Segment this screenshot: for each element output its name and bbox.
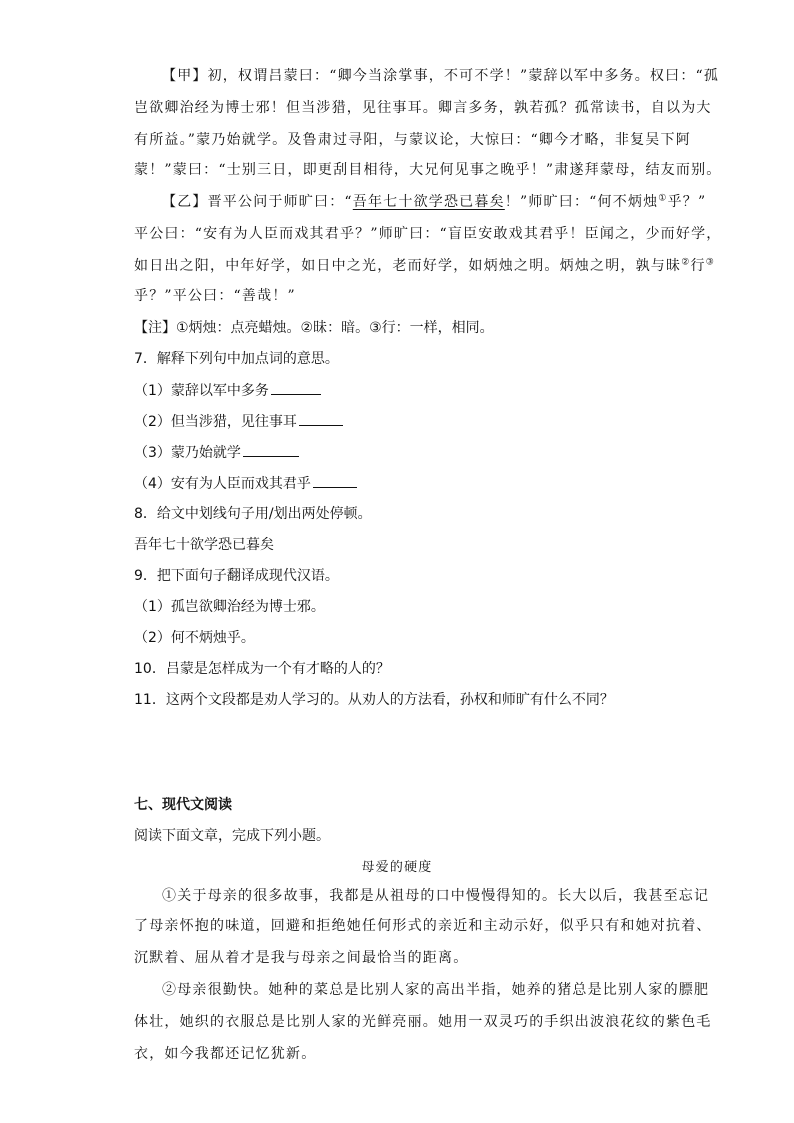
answer-blank[interactable] bbox=[313, 473, 357, 488]
annotation-note: 【注】①炳烛：点亮蜡烛。②昧：暗。③行：一样，相同。 bbox=[134, 320, 494, 336]
yi-line-4: 乎？”平公曰：“善哉！” bbox=[134, 288, 296, 304]
question-10: 10．吕蒙是怎样成为一个有才略的人的？ bbox=[134, 661, 390, 677]
question-7: 7．解释下列句中加点词的意思。 bbox=[134, 351, 339, 367]
answer-blank[interactable] bbox=[271, 380, 321, 395]
paragraph-1-line-2: 了母亲怀抱的味道，回避和拒绝她任何形式的亲近和主动示好，似乎只有和她对抗着、 bbox=[134, 918, 712, 934]
yi-text-1a: 晋平公问于师旷曰：“ bbox=[207, 194, 353, 210]
article-title: 母爱的硬度 bbox=[361, 860, 433, 875]
yi-line-1 bbox=[162, 192, 706, 212]
yi-text-1b: ！”师旷曰：“何不炳烛 bbox=[504, 194, 659, 210]
jia-text-1: 初，权谓吕蒙曰：“卿今当涂掌事，不可不学！”蒙辞以军中多务。权曰：“孤 bbox=[207, 68, 720, 84]
jia-label: 【甲】 bbox=[162, 68, 208, 84]
question-11: 11．这两个文段都是劝人学习的。从劝人的方法看，孙权和师旷有什么不同？ bbox=[134, 692, 614, 708]
yi-label: 【乙】 bbox=[162, 194, 208, 210]
question-7-1 bbox=[134, 380, 321, 401]
paragraph-2-line-1: ②母亲很勤快。她种的菜总是比别人家的高出半指，她养的猪总是比别人家的膘肥 bbox=[162, 982, 710, 998]
yi-text-3b: 行 bbox=[690, 258, 706, 274]
yi-text-1c: 乎？” bbox=[667, 194, 707, 210]
footnote-marker-3: ③ bbox=[705, 257, 715, 268]
underlined-sentence: 吾年七十欲学恐已暮矣 bbox=[352, 194, 505, 210]
section-instruction: 阅读下面文章，完成下列小题。 bbox=[134, 828, 330, 844]
question-7-2-text: （2）但当涉猎，见往事耳 bbox=[134, 414, 297, 430]
question-8-sentence: 吾年七十欲学恐已暮矣 bbox=[134, 537, 274, 553]
question-7-3 bbox=[134, 442, 299, 463]
jia-line-3: 有所益。”蒙乃始就学。及鲁肃过寻阳，与蒙议论，大惊曰：“卿今才略，非复吴下阿 bbox=[134, 132, 691, 148]
question-7-2 bbox=[134, 411, 343, 432]
question-9-2: （2）何不炳烛乎。 bbox=[134, 630, 255, 646]
question-9-1: （1）孤岂欲卿治经为博士邪。 bbox=[134, 599, 325, 615]
footnote-marker-1: ① bbox=[658, 193, 668, 204]
jia-line-4: 蒙！”蒙曰：“士别三日，即更刮目相待，大兄何见事之晚乎！”肃遂拜蒙母，结友而别。 bbox=[134, 162, 722, 178]
answer-blank[interactable] bbox=[299, 411, 343, 426]
paragraph-2-line-2: 体壮，她织的衣服总是比别人家的光鲜亮丽。她用一双灵巧的手织出波浪花纹的紫色毛 bbox=[134, 1014, 712, 1030]
jia-line-2: 岂欲卿治经为博士邪！但当涉猎，见往事耳。卿言多务，孰若孤？孤常读书，自以为大 bbox=[134, 100, 712, 116]
question-9: 9．把下面句子翻译成现代汉语。 bbox=[134, 568, 339, 584]
yi-line-2: 平公曰：“安有为人臣而戏其君乎？”师旷曰：“盲臣安敢戏其君乎！臣闻之，少而好学， bbox=[134, 226, 722, 242]
footnote-marker-2: ② bbox=[681, 257, 691, 268]
section-title: 七、现代文阅读 bbox=[134, 797, 232, 813]
jia-line-1 bbox=[162, 66, 719, 86]
question-7-4 bbox=[134, 473, 357, 494]
answer-blank[interactable] bbox=[243, 442, 299, 457]
question-7-3-text: （3）蒙乃始就学 bbox=[134, 445, 241, 461]
paragraph-1-line-1: ①关于母亲的很多故事，我都是从祖母的口中慢慢得知的。长大以后，我甚至忘记 bbox=[162, 888, 710, 904]
question-7-1-text: （1）蒙辞以军中多务 bbox=[134, 383, 269, 399]
paragraph-1-line-3: 沉默着、屈从着才是我与母亲之间最恰当的距离。 bbox=[134, 950, 469, 966]
yi-line-3 bbox=[134, 256, 715, 276]
question-7-4-text: （4）安有为人臣而戏其君乎 bbox=[134, 476, 311, 492]
yi-text-3a: 如日出之阳，中年好学，如日中之光，老而好学，如炳烛之明。炳烛之明，孰与昧 bbox=[134, 258, 682, 274]
paragraph-2-line-3: 衣，如今我都还记忆犹新。 bbox=[134, 1046, 317, 1062]
question-8: 8．给文中划线句子用/划出两处停顿。 bbox=[134, 506, 372, 522]
